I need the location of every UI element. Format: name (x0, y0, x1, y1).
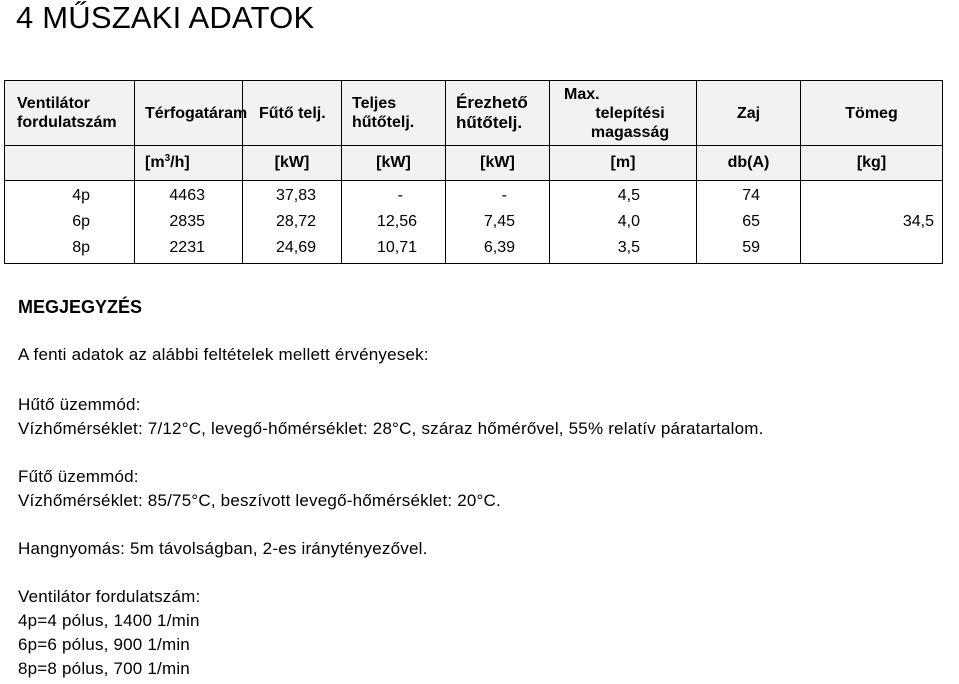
header-total-cooling: Teljes hűtőtelj. (342, 81, 446, 146)
unit-sensible-cooling: [kW] (446, 146, 550, 181)
header-heating: Fűtő telj. (243, 81, 342, 146)
cell-heating: 37,83 28,72 24,69 (243, 181, 342, 264)
unit-heating: [kW] (243, 146, 342, 181)
fan-speed-label: Ventilátor fordulatszám: (18, 587, 201, 606)
data-row (5, 181, 943, 264)
notes-heading: MEGJEGYZÉS (18, 297, 143, 317)
unit-weight: [kg] (801, 146, 943, 181)
header-max-height: Max. telepítési magasság (550, 81, 697, 146)
header-fan-speed: Ventilátor fordulatszám (5, 81, 135, 146)
cell-volume-flow: 4463 2835 2231 (135, 181, 243, 264)
cell-max-height: 4,5 4,0 3,5 (550, 181, 697, 264)
fan-speed-line: 4p=4 pólus, 1400 1/min (18, 611, 200, 630)
header-volume-flow: Térfogatáram (135, 81, 243, 146)
cell-noise: 74 65 59 (697, 181, 801, 264)
cell-total-cooling: - 12,56 10,71 (342, 181, 446, 264)
sound-pressure-note: Hangnyomás: 5m távolságban, 2-es iránytényezővel. (18, 539, 428, 558)
unit-volume-flow: $[m^3/h]$ (135, 146, 243, 181)
unit-total-cooling: [kW] (342, 146, 446, 181)
fan-speed-line: 8p=8 pólus, 700 1/min (18, 659, 190, 678)
notes-intro: A fenti adatok az alábbi feltételek mellett érvényesek: (18, 345, 429, 364)
heating-mode-text: Vízhőmérséklet: 85/75°C, beszívott levegő-hőmérséklet: 20°C. (18, 491, 501, 510)
cooling-mode-label: Hűtő üzemmód: (18, 395, 141, 414)
header-sensible-cooling: Érezhető hűtőtelj. (446, 81, 550, 146)
unit-max-height: [m] (550, 146, 697, 181)
technical-data-table (4, 80, 943, 264)
page-title: 4 MŰSZAKI ADATOK (16, 0, 315, 35)
fan-speed-line: 6p=6 pólus, 900 1/min (18, 635, 190, 654)
cooling-mode-text: Vízhőmérséklet: 7/12°C, levegő-hőmérséklet: 28°C, száraz hőmérővel, 55% relatív páratartalom. (18, 419, 764, 438)
cell-fan-speed: 4p 6p 8p (5, 181, 135, 264)
cell-sensible-cooling: - 7,45 6,39 (446, 181, 550, 264)
cell-weight: 34,5 (801, 181, 943, 264)
header-weight: Tömeg (801, 81, 943, 146)
unit-noise: db(A) (697, 146, 801, 181)
header-row (5, 81, 943, 146)
header-noise: Zaj (697, 81, 801, 146)
units-row (5, 146, 943, 181)
heating-mode-label: Fűtő üzemmód: (18, 467, 139, 486)
unit-fan-speed (5, 146, 135, 181)
